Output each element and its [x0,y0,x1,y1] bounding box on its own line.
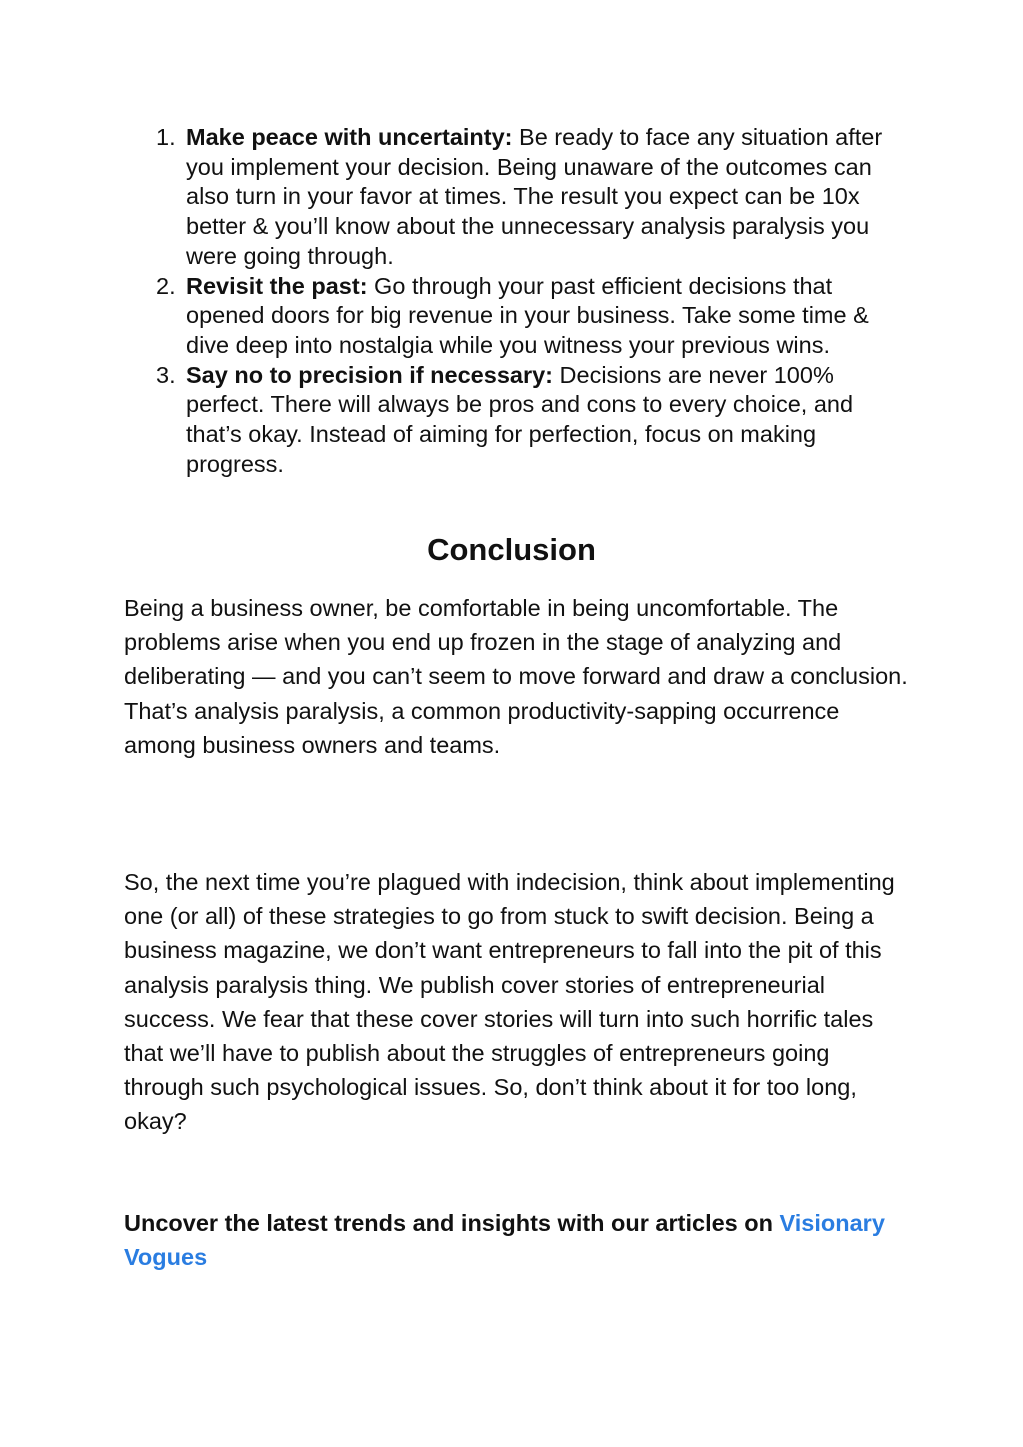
list-item-text: Go through your past efficient decisions that opened doors for big revenue in your business. Take some time & dive deep into nostalgia while you witness your previous wins. [186,272,869,358]
list-item [124,361,914,480]
list-item-title: Revisit the past: [186,272,368,299]
list-item [124,272,914,361]
list-item-title: Make peace with uncertainty: [186,124,513,150]
visionary-vogues-link[interactable]: Visionary Vogues [124,1210,885,1271]
list-item-number: 3. [156,361,176,388]
call-to-action-text: Uncover the latest trends and insights with our articles on [124,1210,780,1236]
list-item-text: Be ready to face any situation after you implement your decision. Being unaware of the outcomes can also turn in your favor at times. The result you expect can be 10x better & you’ll know about the unnecessary analysis paralysis you were going through. [186,124,883,269]
strategy-list [124,123,914,479]
conclusion-heading: Conclusion [427,532,596,567]
list-item-title: Say no to precision if necessary: [186,361,553,388]
list-item [124,123,914,272]
conclusion-paragraph-2: So, the next time you’re plagued with indecision, think about implementing one (or all) of these strategies to go from stuck to swift decision. Being a business magazine, we don’t want entrepreneurs to fall into the pit of this analysis paralysis thing. We publish cover stories of entrepreneurial success. We fear that these cover stories will turn into such horrific tales that we’ll have to publish about the struggles of entrepreneurs going through such psychological issues. So, don’t think about it for too long, okay? [124,869,895,1135]
list-item-number: 1. [156,124,176,150]
conclusion-paragraph-1: Being a business owner, be comfortable in being uncomfortable. The problems arise when you end up frozen in the stage of analyzing and deliberating — and you can’t seem to move forward and draw a conclusion. That’s analysis paralysis, a common productivity-sapping occurrence among business owners and teams. [124,595,908,758]
list-item-text: Decisions are never 100% perfect. There will always be pros and cons to every choice, and that’s okay. Instead of aiming for perfection, focus on making progress. [186,361,854,477]
list-item-number: 2. [156,272,176,299]
call-to-action [124,1206,914,1274]
